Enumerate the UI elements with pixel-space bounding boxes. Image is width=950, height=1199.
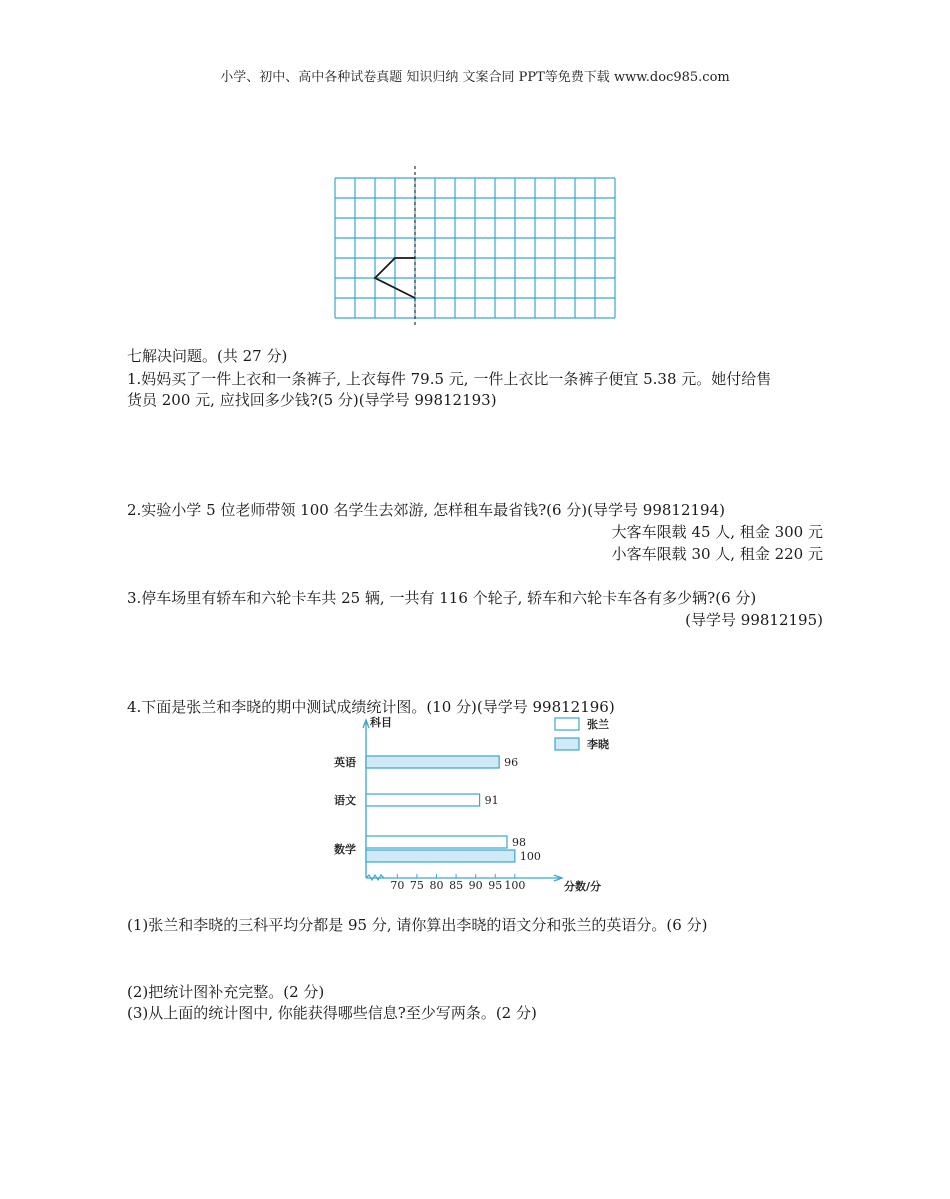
grid-figure: [330, 166, 620, 328]
bar-value-label: 98: [512, 836, 526, 849]
page-header: 小学、初中、高中各种试卷真题 知识归纳 文案合同 PPT等免费下载 www.doc985.com: [220, 70, 730, 85]
bar-lixiao: [366, 756, 499, 768]
bar-zhanglan: [366, 794, 480, 806]
legend-swatch-lixiao: [555, 738, 579, 750]
q2-bus-small: 小客车限载 30 人, 租金 220 元: [611, 545, 823, 563]
q2-line1: 2.实验小学 5 位老师带领 100 名学生去郊游, 怎样租车最省钱?(6 分)(导学号 99812194): [127, 501, 725, 519]
x-tick-label: 95: [488, 879, 503, 892]
q3-line1: 3.停车场里有轿车和六轮卡车共 25 辆, 一共有 116 个轮子, 轿车和六轮卡车各有多少辆?(6 分): [127, 589, 757, 607]
q4-sub2: (2)把统计图补充完整。(2 分): [127, 983, 325, 1001]
category-label-english: 英语: [334, 756, 356, 769]
x-axis-label: 分数/分: [564, 880, 602, 893]
q4-sub3: (3)从上面的统计图中, 你能获得哪些信息?至少写两条。(2 分): [127, 1004, 537, 1022]
q2-bus-big: 大客车限载 45 人, 租金 300 元: [611, 523, 823, 541]
bar-value-label: 91: [484, 794, 499, 807]
x-tick-label: 90: [468, 879, 483, 892]
q1-line1: 1.妈妈买了一件上衣和一条裤子, 上衣每件 79.5 元, 一件上衣比一条裤子便宜 5.38 元。她付给售: [127, 370, 772, 388]
score-bar-chart: [330, 714, 630, 896]
q1-line2: 货员 200 元, 应找回多少钱?(5 分)(导学号 99812193): [127, 391, 497, 409]
category-label-math: 数学: [334, 843, 356, 856]
x-tick-label: 100: [504, 879, 526, 892]
bar-lixiao: [366, 850, 515, 862]
x-tick-label: 75: [409, 879, 424, 892]
x-tick-label: 85: [449, 879, 464, 892]
legend-label-zhanglan: 张兰: [587, 718, 609, 731]
legend-swatch-zhanglan: [555, 718, 579, 730]
bar-zhanglan: [366, 836, 507, 848]
q4-line1: 4.下面是张兰和李晓的期中测试成绩统计图。(10 分)(导学号 99812196): [127, 698, 615, 716]
x-tick-label: 70: [390, 879, 405, 892]
q3-line2: (导学号 99812195): [685, 611, 823, 629]
x-tick-label: 80: [429, 879, 444, 892]
category-label-chinese: 语文: [334, 794, 356, 807]
y-axis-label: 科目: [370, 716, 392, 729]
bar-value-label: 96: [504, 756, 519, 769]
section-title: 七解决问题。(共 27 分): [127, 347, 288, 365]
bar-value-label: 100: [519, 850, 541, 863]
q4-sub1: (1)张兰和李晓的三科平均分都是 95 分, 请你算出李晓的语文分和张兰的英语分。(6 分): [127, 916, 708, 934]
legend-label-lixiao: 李晓: [587, 738, 609, 751]
